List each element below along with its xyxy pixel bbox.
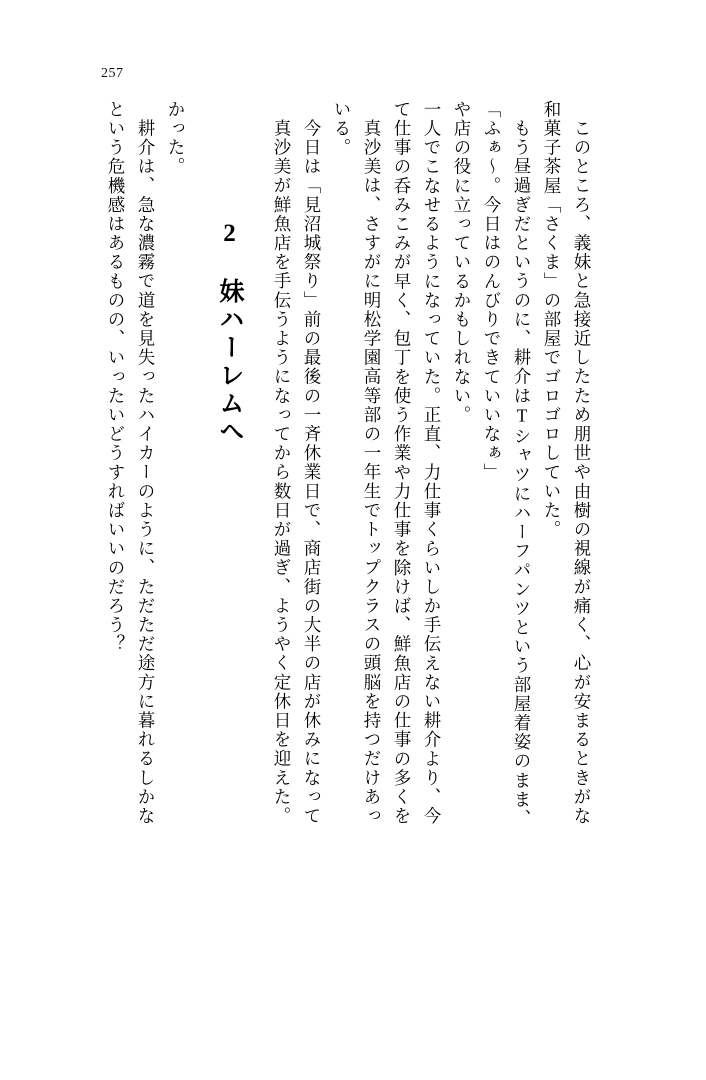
text-column: という危機感はあるものの、いったいどうすればいいのだろう？ — [106, 100, 126, 654]
column-gap — [184, 100, 202, 960]
page-number: 257 — [101, 66, 124, 81]
text-column: かった。 — [166, 100, 186, 177]
text-column: や店の役に立っているかもしれない。 — [452, 100, 472, 425]
text-column: 一人でこなせるようになっていた。正直、力仕事くらいしか手伝えない耕介より、今 — [422, 100, 442, 826]
text-column: 「ふぁ～。今日はのんびりできていいなぁ」 — [482, 100, 502, 482]
text-column: このところ、義妹と急接近したため朋世や由樹の視線が痛く、心が安まるときがな — [572, 119, 592, 826]
text-column: 和菓子茶屋「さくま」の部屋でゴロゴロしていた。 — [542, 100, 562, 540]
chapter-heading: 2 妹ハーレムへ — [216, 220, 243, 446]
column-gap — [242, 100, 260, 960]
text-column: て仕事の呑みこみが早く、包丁を使う作業や力仕事を除けば、鮮魚店の仕事の多くを — [392, 100, 412, 826]
text-column: 今日は「見沼城祭り」前の最後の一斉休業日で、商店街の大半の店が休みになって — [302, 119, 322, 826]
vertical-text-body — [94, 100, 654, 960]
text-column: 真沙美は、さすがに明松学園高等部の一年生でトップクラスの頭脳を持つだけあっ — [362, 119, 382, 826]
text-column: もう昼過ぎだというのに、耕介はTシャツにハーフパンツという部屋着姿のまま、 — [512, 119, 532, 829]
text-column: いる。 — [332, 100, 352, 158]
text-column: 耕介は、急な濃霧で道を見失ったハイカーのように、ただただ途方に暮れるしかな — [136, 119, 156, 826]
text-column: 真沙美が鮮魚店を手伝うようになってから数日が過ぎ、ようやく定休日を迎えた。 — [272, 119, 292, 826]
